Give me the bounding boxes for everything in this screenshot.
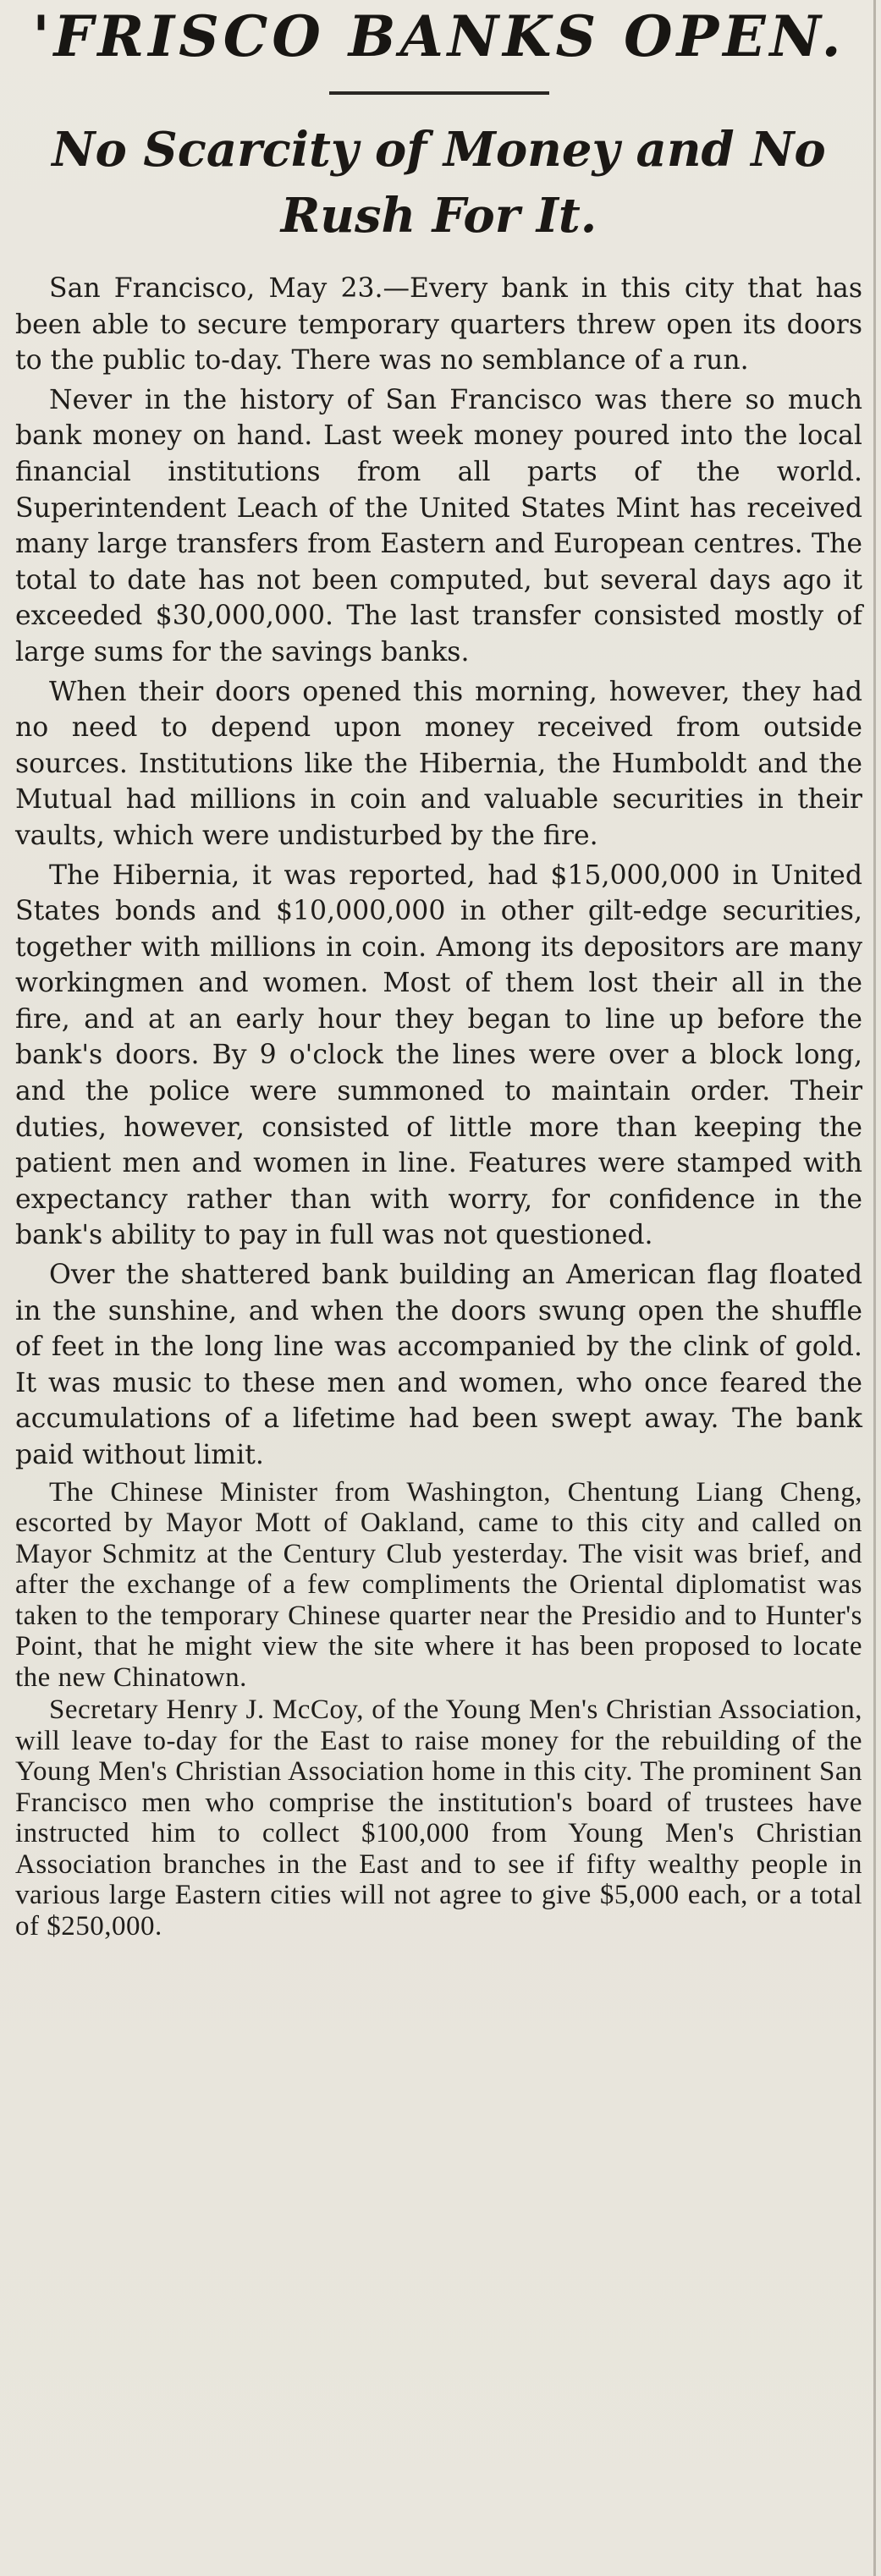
article-paragraph-7: Secretary Henry J. McCoy, of the Young Men's Christian Association, will leave to-day for the East to raise money for the rebuilding of the Young Men's Christian Association home in this city. The prominent San Francisco men who comprise the institution's board of trustees have instructed him to collect $100,000 from Young Men's Christian Association branches in the East and to see if fifty wealthy people in various large Eastern cities will not agree to give $5,000 each, or a total of $250,000. [15,1694,862,1942]
headline: 'FRISCO BANKS OPEN. [32,3,845,69]
article-body [15,271,862,1474]
headline-divider [329,91,549,95]
article-paragraph-6: The Chinese Minister from Washington, Chentung Liang Cheng, escorted by Mayor Mott of Oakland, came to this city and called on Mayor Schmitz at the Century Club yesterday. The visit was brief, and after the exchange of a few compliments the Oriental diplomatist was taken to the temporary Chinese quarter near the Presidio and to Hunter's Point, that he might view the site where it has been proposed to locate the new Chinatown. [15,1476,862,1693]
column-rule [873,0,876,2576]
article-paragraph-1: San Francisco, May 23.—Every bank in this city that has been able to secure temporary quarters threw open its doors to the public to-day. There was no semblance of a run. [15,273,862,376]
article-paragraph-5: Over the shattered bank building an American flag floated in the sunshine, and when the doors swung open the shuffle of feet in the long line was accompanied by the clink of gold. It was music to these men and women, who once feared the accumulations of a lifetime had been swept away. The bank paid without limit. [15,1260,862,1470]
article-body-continued [15,1477,862,1942]
article-paragraph-4: The Hibernia, it was reported, had $15,000,000 in United States bonds and $10,000,000 in other gilt-edge securities, together with millions in coin. Among its depositors are many workingmen and women. Most of them lost their all in the fire, and at an early hour they began to line up before the bank's doors. By 9 o'clock the lines were over a block long, and the police were summoned to maintain order. Their duties, however, consisted of little more than keeping the patient men and women in line. Features were stamped with expectancy rather than with worry, for confidence in the bank's ability to pay in full was not questioned. [15,860,862,1251]
article-paragraph-2: Never in the history of San Francisco was there so much bank money on hand. Last week money poured into the local financial institutions from all parts of the world. Superintendent Leach of the United States Mint has received many large transfers from Eastern and European centres. The total to date has not been computed, but several days ago it exceeded $30,000,000. The last transfer consisted mostly of large sums for the savings banks. [15,384,862,667]
article-paragraph-3: When their doors opened this morning, however, they had no need to depend upon money received from outside sources. Institutions like the Hibernia, the Humboldt and the Mutual had millions in coin and valuable securities in their vaults, which were undisturbed by the fire. [15,676,862,851]
subheadline: No Scarcity of Money and No Rush For It. [52,122,826,244]
